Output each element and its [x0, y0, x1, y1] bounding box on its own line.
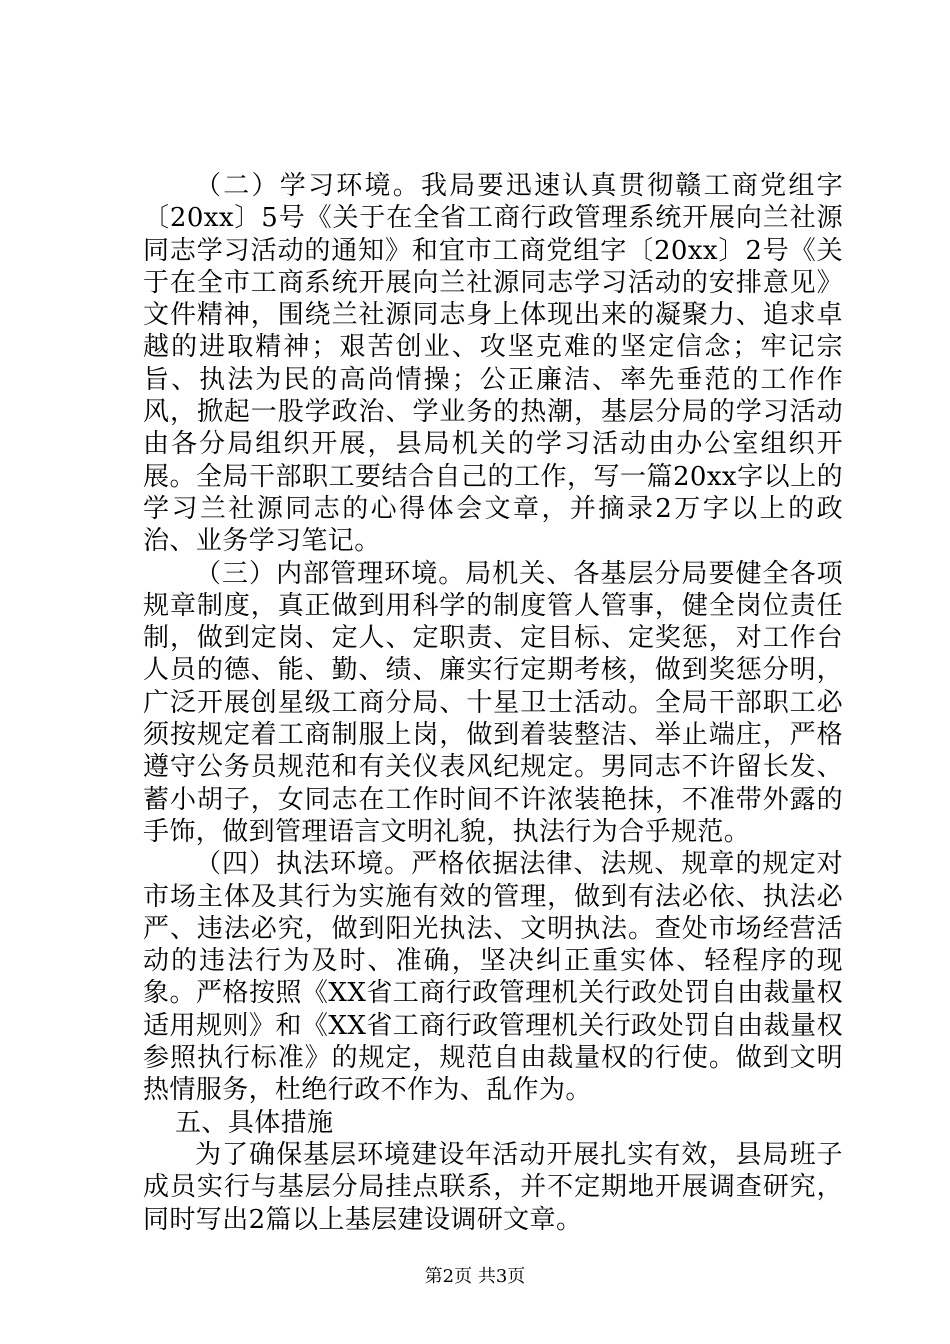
page-number-footer: 第2页 共3页	[424, 1266, 526, 1287]
paragraph-measures: 为了确保基层环境建设年活动开展扎实有效，县局班子成员实行与基层分局挂点联系，并不定期地开展调查研究，同时写出2篇以上基层建设调研文章。	[143, 1139, 843, 1235]
paragraph-internal-management: （三）内部管理环境。局机关、各基层分局要健全各项规章制度，真正做到用科学的制度管人管事，健全岗位责任制，做到定岗、定人、定职责、定目标、定奖惩，对工作台人员的德、能、勤、绩、廉实行定期考核，做到奖惩分明，广泛开展创星级工商分局、十星卫士活动。全局干部职工必须按规定着工商制服上岗，做到着装整洁、举止端庄，严格遵守公务员规范和有关仪表风纪规定。男同志不许留长发、蓄小胡子，女同志在工作时间不许浓装艳抹，不准带外露的手饰，做到管理语言文明礼貌，执法行为合乎规范。	[143, 558, 843, 847]
document-body	[143, 170, 843, 1236]
section-heading-measures: 五、具体措施	[175, 1107, 334, 1138]
paragraph-study-environment: （二）学习环境。我局要迅速认真贯彻赣工商党组字〔20xx〕5号《关于在全省工商行政管理系统开展向兰社源同志学习活动的通知》和宜市工商党组字〔20xx〕2号《关于在全市工商系统开展向兰社源同志学习活动的安排意见》文件精神，围绕兰社源同志身上体现出来的凝聚力、追求卓越的进取精神；艰苦创业、攻坚克难的坚定信念；牢记宗旨、执法为民的高尚情操；公正廉洁、率先垂范的工作作风，掀起一股学政治、学业务的热潮，基层分局的学习活动由各分局组织开展，县局机关的学习活动由办公室组织开展。全局干部职工要结合自己的工作，写一篇20xx字以上的学习兰社源同志的心得体会文章，并摘录2万字以上的政治、业务学习笔记。	[143, 171, 843, 557]
paragraph-law-enforcement: （四）执法环境。严格依据法律、法规、规章的规定对市场主体及其行为实施有效的管理，做到有法必依、执法必严、违法必究，做到阳光执法、文明执法。查处市场经营活动的违法行为及时、准确，坚决纠正重实体、轻程序的现象。严格按照《XX省工商行政管理机关行政处罚自由裁量权适用规则》和《XX省工商行政管理机关行政处罚自由裁量权参照执行标准》的规定，规范自由裁量权的行使。做到文明热情服务，杜绝行政不作为、乱作为。	[143, 849, 843, 1106]
